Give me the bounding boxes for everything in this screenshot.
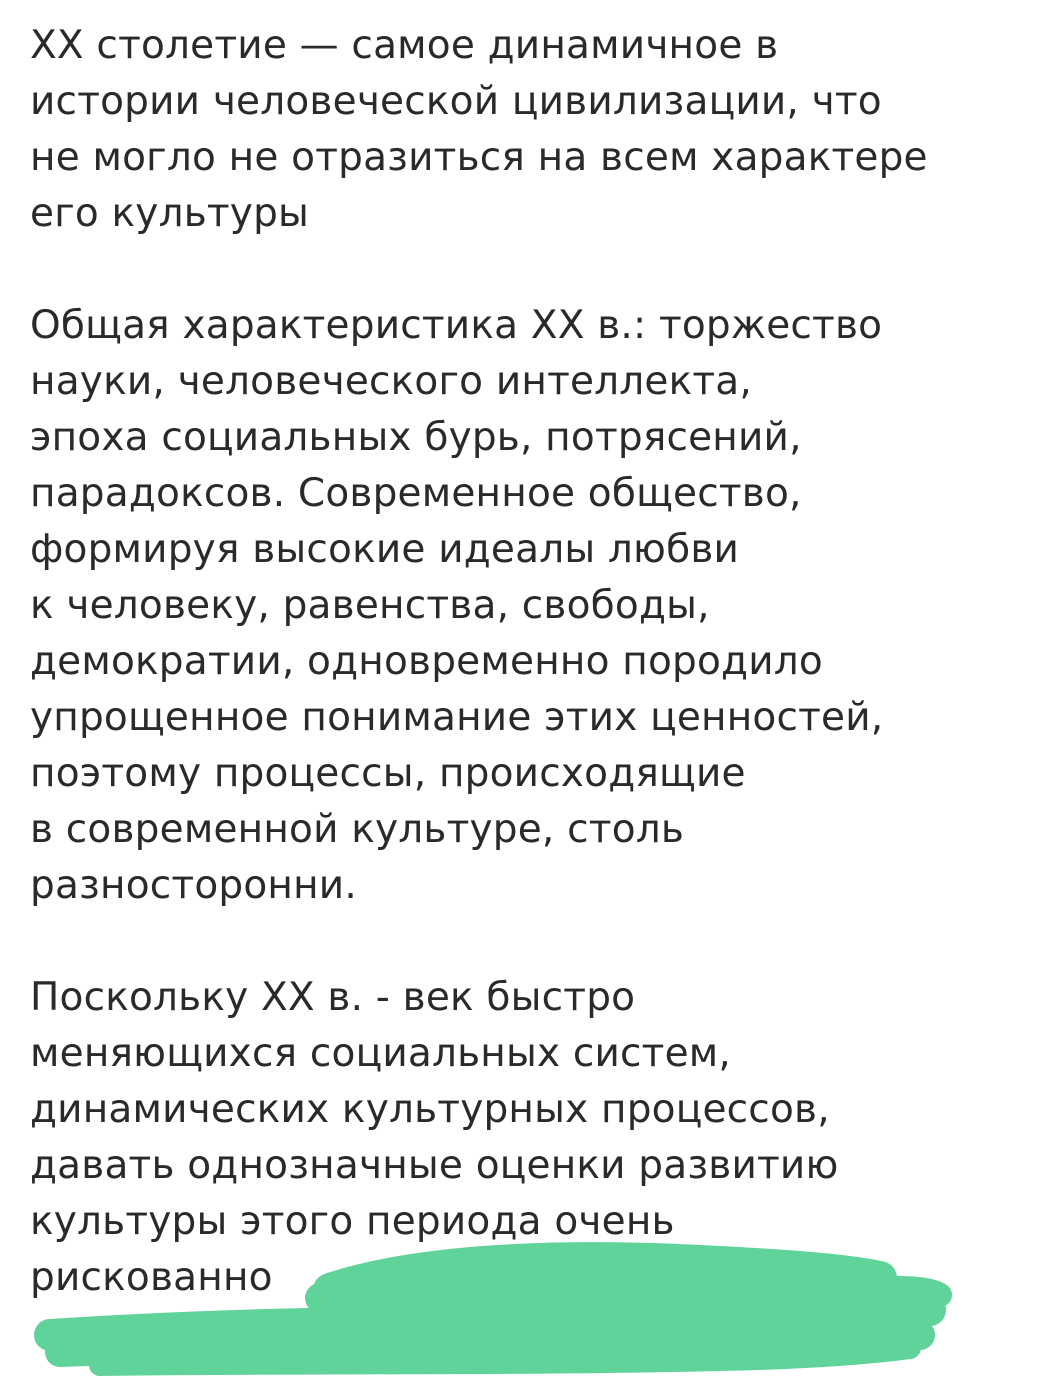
text-line: демократии, одновременно породило (30, 639, 823, 684)
paragraph-characteristics (30, 298, 883, 914)
text-line: культуры этого периода очень (30, 1199, 675, 1244)
text-line: упрощенное понимание этих ценностей, (30, 695, 884, 740)
text-line: рискованно (30, 1255, 273, 1300)
text-line: ХХ столетие — самое динамичное в (30, 23, 779, 68)
text-line: поэтому процессы, происходящие (30, 751, 746, 796)
text-line: истории человеческой цивилизации, что (30, 79, 882, 124)
text-line: давать однозначные оценки развитию (30, 1143, 839, 1188)
text-line: к человеку, равенства, свободы, (30, 583, 710, 628)
text-line: парадоксов. Современное общество, (30, 471, 802, 516)
text-line: Общая характеристика ХХ в.: торжество (30, 303, 883, 348)
redaction-scribble (0, 1240, 1052, 1376)
text-line: не могло не отразиться на всем характере (30, 135, 928, 180)
text-line: формируя высокие идеалы любви (30, 527, 740, 572)
text-line: в современной культуре, столь (30, 807, 685, 852)
paragraph-intro (30, 18, 928, 242)
text-line: науки, человеческого интеллекта, (30, 359, 752, 404)
text-line: Поскольку ХХ в. - век быстро (30, 975, 636, 1020)
text-line: разносторонни. (30, 863, 357, 908)
text-line: меняющихся социальных систем, (30, 1031, 732, 1076)
text-line: динамических культурных процессов, (30, 1087, 830, 1132)
text-line: его культуры (30, 191, 310, 236)
text-line: эпоха социальных бурь, потрясений, (30, 415, 802, 460)
